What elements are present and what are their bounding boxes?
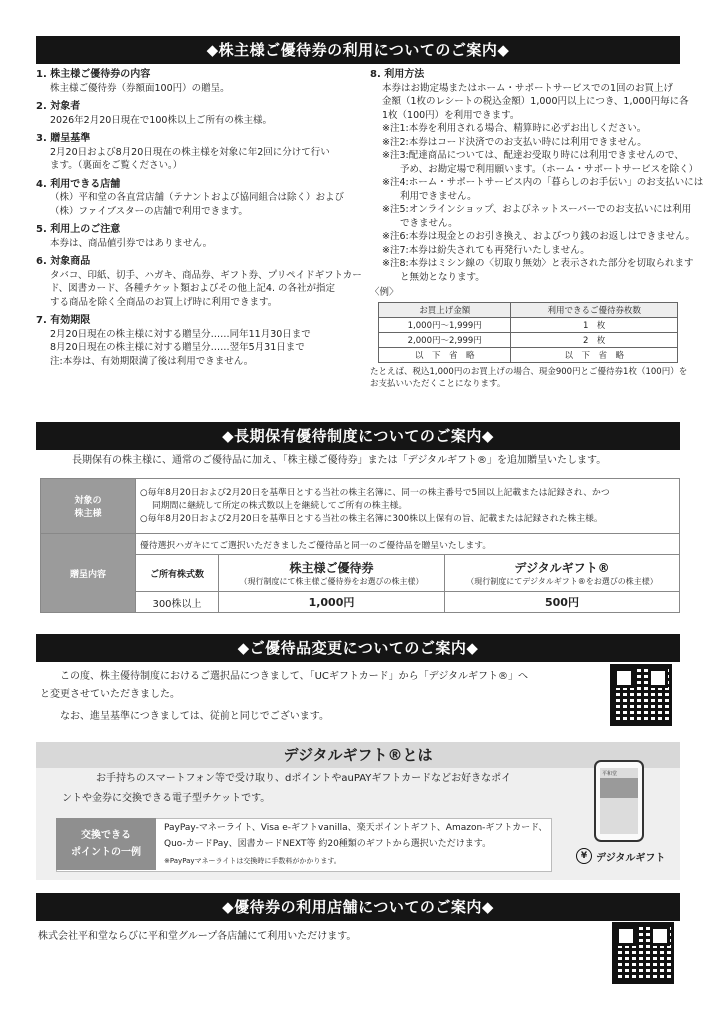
left-item-line: 2月20日現在の株主様に対する贈呈分……同年11月30日まで: [50, 328, 311, 340]
left-item-heading: 1. 株主様ご優待券の内容: [36, 69, 151, 80]
usage-method-line: ※注8:本券はミシン線の〈切取り無効〉と表示された部分を切取られます: [382, 258, 694, 269]
long-term-intro: 長期保有の株主様に、通常のご優待品に加え、「株主様ご優待券」または「デジタルギフト®」を追加贈呈いたします。: [72, 455, 607, 466]
change-line-3: なお、進呈基準につきましては、従前と同じでございます。: [60, 711, 329, 722]
usage-method-line: ※注5:オンラインショップ、およびネットスーパーでのお支払いには利用: [382, 204, 692, 215]
example-cell: 1 枚: [511, 317, 678, 332]
usage-method-line: 金額（1枚のレシートの税込金額）1,000円以上につき、1,000円毎に各: [382, 96, 689, 107]
left-item-line: ド、図書カード、各種チケット類およびその他上記4. の各社が指定: [50, 283, 336, 294]
digital-gift-desc-1: お手持ちのスマートフォン等で受け取り、dポイントやauPAYギフトカードなどお好きなポイ: [96, 773, 512, 784]
gift-header-row: [41, 555, 680, 592]
example-footnote-1: たとえば、税込1,000円のお買上げの場合、現金900円とご優待券1枚（100円）を: [370, 366, 688, 377]
left-item-line: 2026年2月20日現在で100株以上ご所有の株主様。: [50, 114, 272, 126]
banner-long-term: ◆長期保有優待制度についてのご案内◆: [36, 422, 680, 450]
col-coupon-sub: （現行制度にて株主様ご優待券をお選びの株主様）: [239, 577, 424, 586]
exchange-line-2: Quo-カードPay、図書カードNEXT等 約20種類のギフトから選択いただけます。: [164, 839, 492, 849]
target-line: ○毎年8月20日および2月20日を基準日とする当社の株主名簿に、同一の株主番号で5回以上記載または記録され、かつ: [140, 487, 610, 498]
left-item-line: タバコ、印紙、切手、ハガキ、商品券、ギフト券、プリペイドギフトカー: [50, 269, 362, 281]
usage-method-line: ※注1:本券を利用される場合、精算時に必ずお出しください。: [382, 123, 647, 134]
right-column: [370, 68, 704, 390]
row-shares: 300株以上: [136, 592, 219, 613]
col-digital-sub: （現行制度にてデジタルギフト®をお選びの株主様）: [466, 577, 658, 586]
usage-method-line: ※注7:本券は紛失されても再発行いたしません。: [382, 244, 590, 256]
example-cell: 以 下 省 略: [379, 347, 511, 362]
gift-value-row: [41, 592, 680, 613]
example-header-row: [379, 302, 678, 317]
smartphone-icon: [594, 760, 644, 842]
left-item-heading: 7. 有効期限: [36, 315, 91, 326]
left-item-line: 株主様ご優待券（券額面100円）の贈呈。: [50, 82, 230, 94]
example-cell: 2 枚: [511, 332, 678, 347]
usage-method-lines: [370, 82, 704, 285]
left-item-line: （株）平和堂の各直営店舗（テナントおよび協同組合は除く）および: [50, 192, 345, 203]
example-row: [379, 332, 678, 347]
target-line: 同期間に継続して所定の株式数以上を継続してご所有の株主様。: [152, 500, 408, 511]
example-cell: 2,000円～2,999円: [379, 332, 511, 347]
gift-logo-icon: ¥: [576, 848, 592, 864]
gift-label: 贈呈内容: [41, 534, 136, 613]
left-item-heading: 6. 対象商品: [36, 256, 91, 267]
usage-method-line: ※注2:本券はコード決済でのお支払い時には利用できません。: [382, 136, 647, 148]
banner-coupon-usage: ◆株主様ご優待券の利用についてのご案内◆: [36, 36, 680, 64]
left-item-heading: 4. 利用できる店舗: [36, 178, 121, 190]
col-coupon-title: 株主様ご優待券: [289, 561, 374, 575]
col-shares: ご所有株式数: [136, 555, 219, 592]
change-line-2: と変更させていただきました。: [40, 689, 180, 700]
example-cell: 1,000円～1,999円: [379, 317, 511, 332]
usage-method-line: できません。: [400, 217, 458, 229]
col-digital-title: デジタルギフト®: [514, 561, 610, 575]
example-footnote-2: お支払いいただくことになります。: [370, 378, 506, 389]
example-table: [378, 302, 678, 363]
banner-stores: ◆優待券の利用店舗についてのご案内◆: [36, 893, 680, 921]
left-item-heading: 2. 対象者: [36, 101, 81, 112]
usage-method-line: ※注6:本券は現金とのお引き換え、およびつり銭のお返しはできません。: [382, 231, 695, 242]
row-coupon: 1,000円: [219, 592, 445, 613]
left-item-line: 8月20日現在の株主様に対する贈呈分……翌年5月31日まで: [50, 342, 305, 353]
usage-method-heading: 8. 利用方法: [370, 69, 425, 80]
usage-method-line: 本券はお勘定場またはホーム・サポートサービスでの1回のお買上げ: [382, 82, 674, 94]
col-coupon: [219, 555, 445, 592]
digital-gift-logo: [576, 848, 676, 864]
change-line-1: この度、株主優待制度におけるご選択品につきまして、「UCギフトカード」から「デジタルギフト®」へ: [60, 671, 529, 682]
gift-note-row: [41, 534, 680, 555]
usage-method-line: 予め、お勘定場で利用願います。（ホーム・サポートサービスを除く）: [400, 163, 699, 175]
left-item-line: 2月20日および8月20日現在の株主様を対象に年2回に分けて行い: [50, 146, 330, 158]
example-row: [379, 317, 678, 332]
usage-method-line: ※注4:ホーム・サポートサービス内の「暮らしのお手伝い」のお支払いには: [382, 177, 704, 188]
phone-text: 平和堂: [602, 771, 618, 777]
phone-card-image: [600, 778, 638, 798]
left-item-line: 注:本券は、有効期限満了後は利用できません。: [50, 355, 254, 367]
stores-text: 株式会社平和堂ならびに平和堂グループ各店舗にて利用いただけます。: [38, 931, 357, 942]
target-row: [41, 479, 680, 534]
gift-logo-text: デジタルギフト: [596, 853, 666, 864]
target-line: ○毎年8月20日および2月20日を基準日とする当社の株主名簿に300株以上保有の旨、記載または記録された株主様。: [140, 513, 603, 524]
banner-change: ◆ご優待品変更についてのご案内◆: [36, 634, 680, 662]
usage-method-line: 1枚（100円）を利用できます。: [382, 109, 520, 121]
example-row: [379, 347, 678, 362]
exchange-line-1: PayPay-マネーライト、Visa e-ギフトvanilla、楽天ポイントギフト、Amazon-ギフトカード、: [164, 823, 548, 833]
digital-gift-title: デジタルギフト®とは: [36, 742, 680, 768]
example-header-amount: お買上げ金額: [379, 302, 511, 317]
target-description: [136, 479, 680, 534]
target-label: 対象の 株主様: [41, 479, 136, 534]
left-column: [36, 68, 362, 368]
long-term-table: [40, 478, 680, 613]
left-item-line: 本券は、商品値引券ではありません。: [50, 237, 213, 249]
left-item-line: （株）ファイブスターの店舗で利用できます。: [50, 205, 248, 217]
usage-method-line: 利用できません。: [400, 190, 477, 202]
qr-code-icon[interactable]: [610, 664, 672, 726]
col-digital: [444, 555, 679, 592]
gift-note: 優待選択ハガキにてご選択いただきましたご優待品と同一のご優待品を贈呈いたします。: [136, 534, 680, 555]
digital-gift-desc-2: ントや金券に交換できる電子型チケットです。: [62, 793, 271, 804]
example-header-count: 利用できるご優待券枚数: [511, 302, 678, 317]
example-cell: 以 下 省 略: [511, 347, 678, 362]
usage-method-line: ※注3:配達商品については、配達お受取り時には利用できませんので、: [382, 150, 684, 161]
example-label: 〈例〉: [370, 287, 399, 298]
stores-qr-code-icon[interactable]: [612, 922, 674, 984]
exchange-label: 交換できる ポイントの一例: [56, 818, 156, 870]
usage-method-line: と無効となります。: [400, 271, 485, 283]
left-item-heading: 3. 贈呈基準: [36, 133, 91, 144]
exchange-note: ※PayPayマネーライトは交換時に手数料がかかります。: [164, 857, 341, 865]
left-item-line: する商品を除く全商品のお買上げ時に利用できます。: [50, 296, 278, 308]
row-digital: 500円: [444, 592, 679, 613]
left-item-heading: 5. 利用上のご注意: [36, 224, 121, 235]
left-item-line: ます。（裏面をご覧ください。）: [50, 160, 183, 171]
